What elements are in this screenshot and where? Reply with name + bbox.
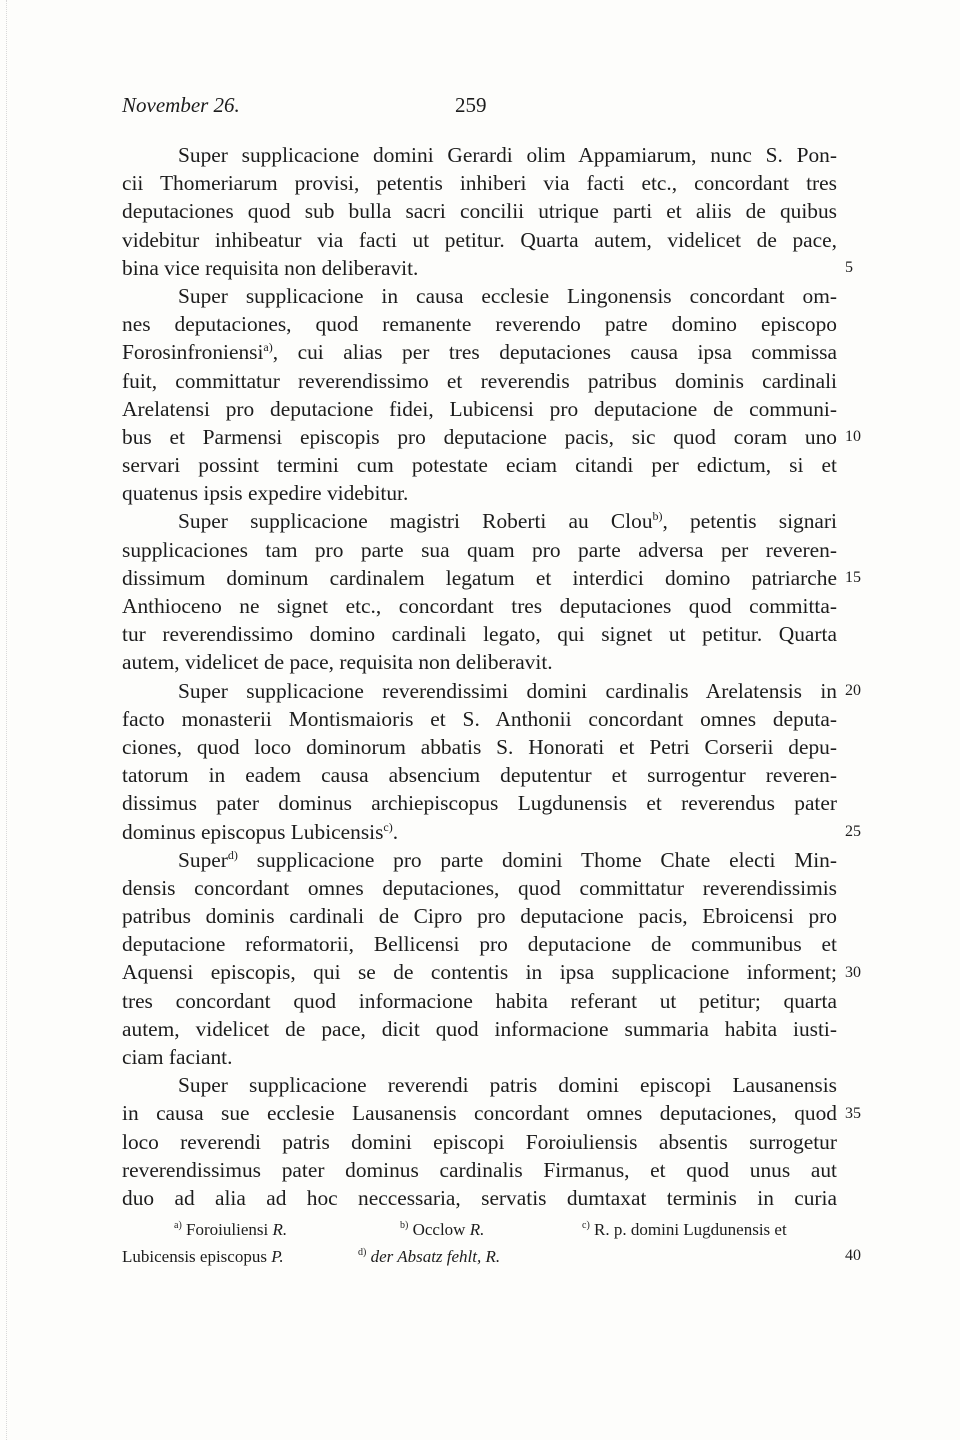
- text-line: patribus dominis cardinali de Cipro pro deputacione pacis, Ebroicensi pro: [122, 904, 837, 929]
- text-fragment: Forosinfroniensi: [122, 340, 264, 365]
- footnote-text: Occlow: [412, 1220, 466, 1239]
- text-line: quatenus ipsis expedire videbitur.: [122, 481, 409, 506]
- text-line: autem, videlicet de pace, dicit quod informacione summaria habita iusti-: [122, 1016, 837, 1041]
- running-head: [122, 93, 837, 123]
- text-line: cii Thomeriarum provisi, petentis inhiberi via facti etc., concordant tres: [122, 171, 837, 196]
- text-line: densis concordant omnes deputaciones, quod committatur reverendissimis: [122, 875, 837, 900]
- footnote-mark: b): [400, 1220, 409, 1231]
- text-line: reverendissimus pater dominus cardinalis Firmanus, et quod unus aut: [122, 1157, 837, 1182]
- text-line: [122, 338, 837, 366]
- note-mark: d): [227, 847, 238, 862]
- text-line: Super supplicacione in causa ecclesie Lingonensis concordant om-: [178, 283, 837, 308]
- line-number: 40: [845, 1247, 861, 1264]
- footnote-c: [582, 1216, 787, 1243]
- text-line: Aquensi episcopis, qui se de contentis in ipsa supplicacione informent;: [122, 960, 837, 985]
- text-fragment: Super supplicacione magistri Roberti au Clou: [178, 509, 653, 534]
- paragraph: [122, 846, 837, 1072]
- footnote-text: Foroiuliensi: [186, 1220, 269, 1239]
- footnote-siglum: R.: [469, 1220, 485, 1239]
- text-line: Super supplicacione domini Gerardi olim Appamiarum, nunc S. Pon-: [178, 143, 837, 167]
- note-mark: c): [383, 819, 393, 834]
- note-mark: b): [652, 509, 663, 524]
- text-fragment: supplicacione pro parte domini Thome Chate electi Min-: [237, 847, 837, 872]
- footnote-text: der Absatz fehlt,: [370, 1247, 482, 1266]
- text-fragment: .: [392, 819, 399, 844]
- text-line: [122, 507, 837, 535]
- footnote-siglum: R.: [272, 1220, 288, 1239]
- paragraph: [122, 507, 837, 676]
- text-fragment: , cui alias per tres deputaciones causa ipsa commissa: [272, 340, 837, 365]
- line-number: 25: [845, 823, 861, 840]
- footnote-text: R. p. domini Lugdunensis et: [594, 1220, 787, 1239]
- text-line: Super supplicacione reverendissimi domini cardinalis Arelatensis in: [178, 678, 837, 703]
- text-line: [122, 846, 837, 874]
- line-number: 10: [845, 428, 861, 445]
- page-number: 259: [455, 93, 487, 117]
- footnote-siglum: P.: [271, 1247, 284, 1266]
- line-number: 30: [845, 964, 861, 981]
- text-line: dissimus pater dominus archiepiscopus Lugdunensis et reverendus pater: [122, 791, 837, 816]
- text-line: deputaciones quod sub bulla sacri concilii utrique parti et aliis de quibus: [122, 199, 837, 224]
- text-line: loco reverendi patris domini episcopi Foroiuliensis absentis surrogetur: [122, 1129, 837, 1154]
- text-line: nes deputaciones, quod remanente reverendo patre domino episcopo: [122, 312, 837, 337]
- footnote-text: Lubicensis episcopus: [122, 1247, 267, 1266]
- line-number: 20: [845, 682, 861, 699]
- text-line: servari possint termini cum potestate eciam citandi per edictum, si et: [122, 453, 837, 478]
- footnote-mark: a): [174, 1220, 182, 1231]
- text-line: tres concordant quod informacione habita referant ut petitur; quarta: [122, 988, 837, 1013]
- footnote-mark: c): [582, 1220, 590, 1231]
- text-fragment: Super: [178, 847, 228, 872]
- text-line: ciones, quod loco dominorum abbatis S. Honorati et Petri Corserii depu-: [122, 734, 837, 759]
- footnote-mark: d): [358, 1247, 367, 1258]
- text-line: in causa sue ecclesie Lausanensis concordant omnes deputaciones, quod: [122, 1101, 837, 1126]
- text-line: fuit, committatur reverendissimo et reverendis patribus dominis cardinali: [122, 368, 837, 393]
- text-line: bina vice requisita non deliberavit.: [122, 255, 419, 280]
- footnote-line: [122, 1216, 837, 1243]
- text-line: supplicaciones tam pro parte sua quam pro parte adversa per reveren-: [122, 537, 837, 562]
- scan-edge-line: [6, 0, 8, 1440]
- line-number: 35: [845, 1105, 861, 1122]
- line-number: 15: [845, 569, 861, 586]
- text-line: [122, 818, 837, 846]
- footnote-a: [174, 1216, 287, 1243]
- footnote-d: [358, 1243, 500, 1270]
- paragraph: [122, 677, 837, 846]
- text-line: tur reverendissimo domino cardinali legato, qui signet ut petitur. Quarta: [122, 622, 837, 647]
- footnote-c-continued: [122, 1243, 284, 1270]
- text-line: duo ad alia ad hoc neccessaria, servatis dumtaxat terminis in curia: [122, 1185, 837, 1210]
- text-line: dissimum dominum cardinalem legatum et interdici domino patriarche: [122, 565, 837, 590]
- text-line: Anthioceno ne signet etc., concordant tres deputaciones quod committa-: [122, 594, 837, 618]
- paragraph: [122, 282, 837, 508]
- text-line: bus et Parmensi episcopis pro deputacione pacis, sic quod coram uno: [122, 424, 837, 449]
- text-line: ciam faciant.: [122, 1045, 233, 1069]
- text-line: deputacione reformatorii, Bellicensi pro deputacione de communibus et: [122, 932, 837, 957]
- paragraph: [122, 1071, 837, 1212]
- text-fragment: , petentis signari: [662, 509, 837, 534]
- text-line: autem, videlicet de pace, requisita non deliberavit.: [122, 650, 553, 675]
- text-line: Super supplicacione reverendi patris domini episcopi Lausanensis: [178, 1073, 837, 1098]
- text-fragment: dominus episcopus Lubicensis: [122, 819, 384, 844]
- paragraph: [122, 141, 837, 282]
- text-line: videbitur inhibeatur via facti ut petitur. Quarta autem, videlicet de pace,: [122, 227, 837, 252]
- note-mark: a): [263, 340, 273, 355]
- main-text: [122, 141, 837, 1212]
- running-title: November 26.: [122, 93, 240, 117]
- text-line: facto monasterii Montismaioris et S. Anthonii concordant omnes deputa-: [122, 706, 837, 731]
- footnotes: [122, 1216, 837, 1270]
- text-line: tatorum in eadem causa absencium deputentur et surrogentur reveren-: [122, 763, 837, 788]
- line-number: 5: [845, 259, 853, 276]
- text-line: Arelatensi pro deputacione fidei, Lubicensi pro deputacione de communi-: [122, 396, 837, 421]
- footnote-line: [122, 1243, 837, 1270]
- footnote-siglum: R.: [485, 1247, 501, 1266]
- footnote-b: [400, 1216, 484, 1243]
